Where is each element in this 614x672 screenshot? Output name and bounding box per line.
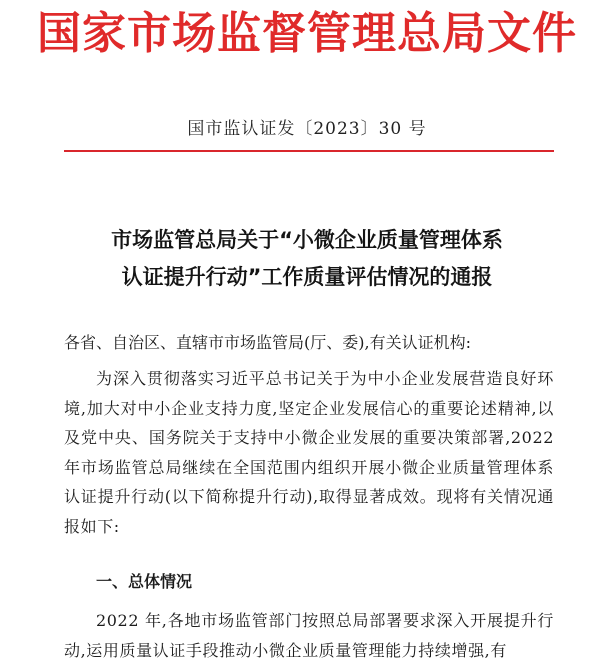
document-number: 国市监认证发〔2023〕30 号 — [187, 119, 427, 139]
salutation: 各省、自治区、直辖市市场监管局(厅、委),有关认证机构: — [64, 333, 471, 352]
notice-title-line-2: 认证提升行动”工作质量评估情况的通报 — [121, 265, 493, 289]
notice-title-line-1: 市场监管总局关于“小微企业质量管理体系 — [111, 228, 503, 252]
section-heading-overview: 一、总体情况 — [96, 572, 193, 591]
notice-title — [0, 222, 614, 296]
red-divider-line — [64, 150, 554, 152]
intro-paragraph: 为深入贯彻落实习近平总书记关于为中小企业发展营造良好环境,加大对中小企业支持力度,坚定企业发展信心的重要论述精神,以及党中央、国务院关于支持中小微企业发展的重要决策部署,2022 年市场监管总局继续在全国范围内组织开展小微企业质量管理体系认证提升行动(以下简称提升行动),取得显著成效。现将有关情况通报如下: — [64, 369, 554, 536]
overview-paragraph: 2022 年,各地市场监管部门按照总局部署要求深入开展提升行动,运用质量认证手段推动小微企业质量管理能力持续增强,有 — [64, 611, 554, 660]
masthead-title: 国家市场监督管理总局文件 — [37, 8, 577, 59]
